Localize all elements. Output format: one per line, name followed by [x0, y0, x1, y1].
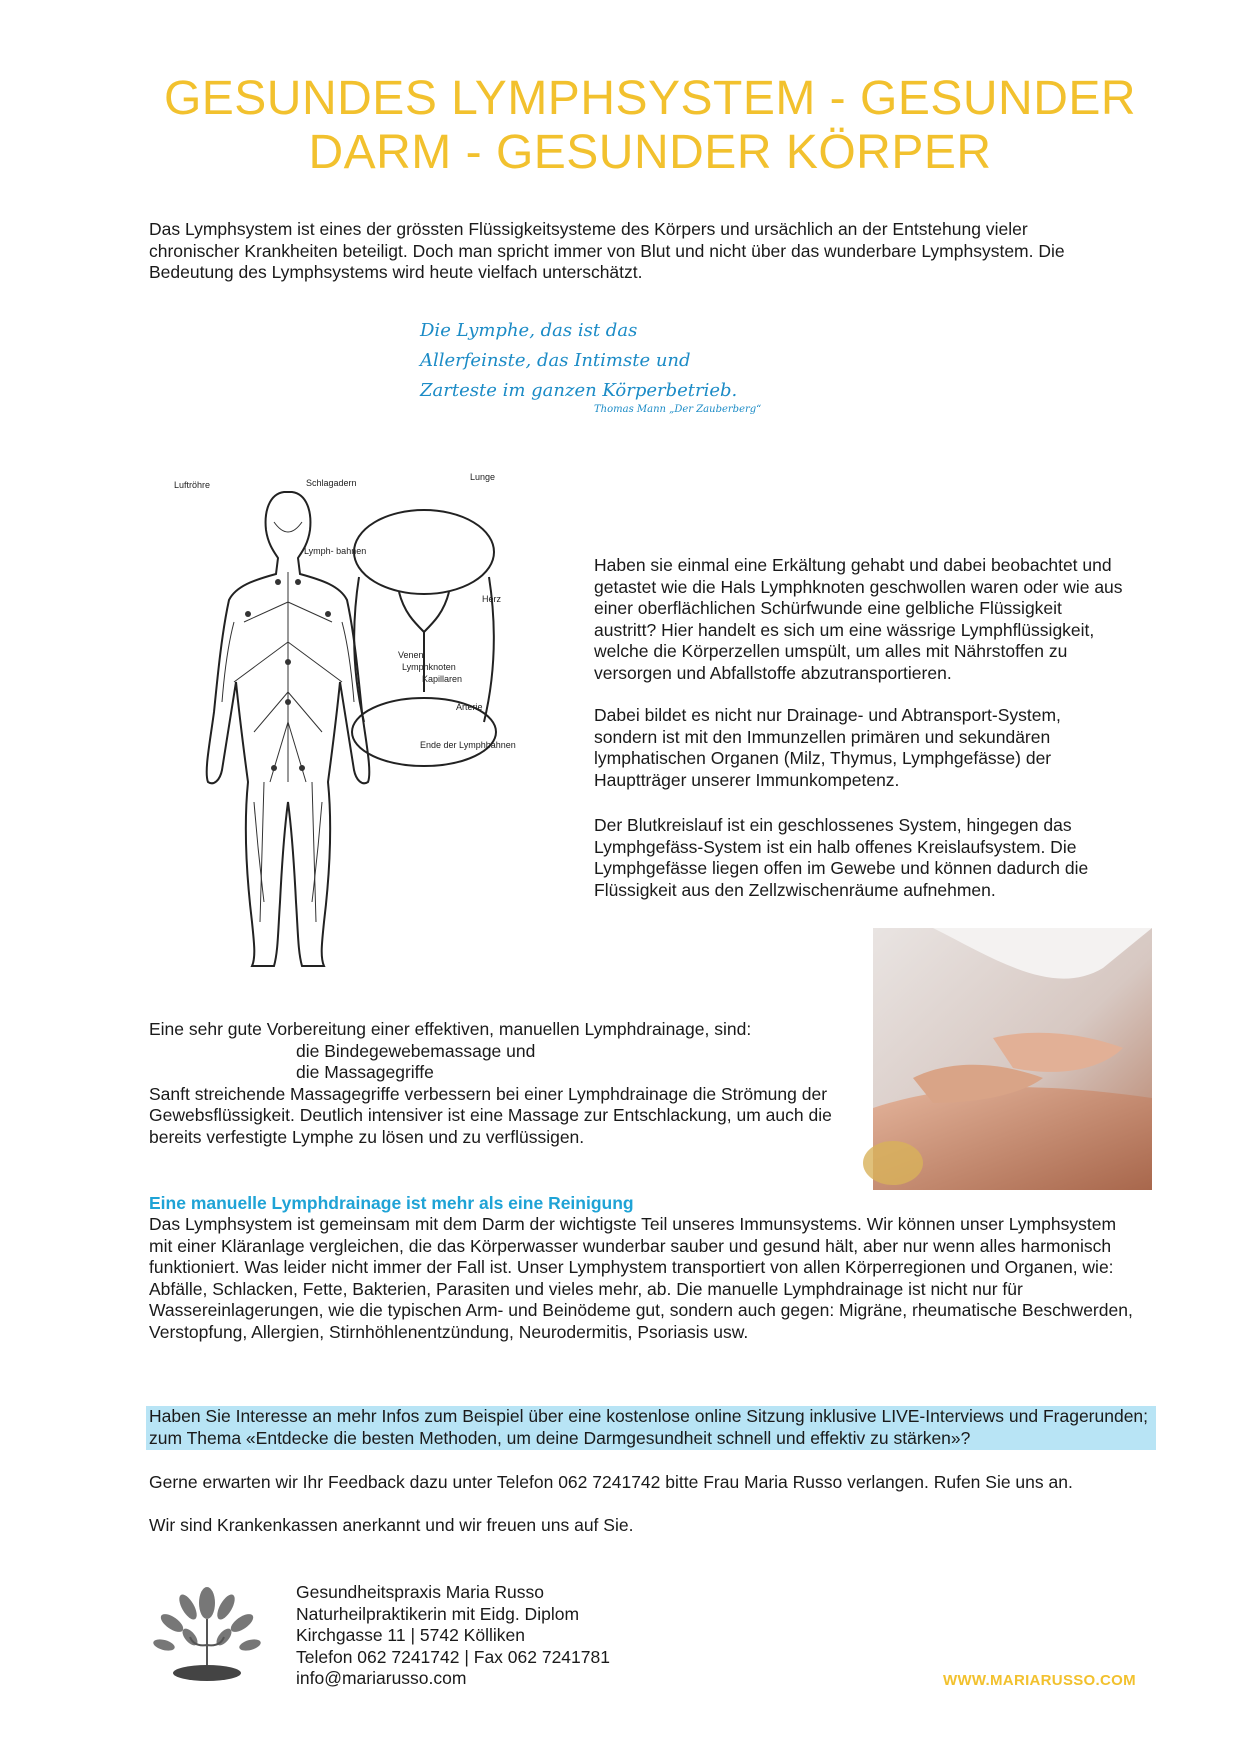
label-ende: Ende der Lymphbahnen — [420, 740, 516, 750]
right-paragraph-3: Der Blutkreislauf ist ein geschlossenes System, hingegen das Lymphgefäss-System ist ein halb offenes Kreislaufsystem. Die Lymphgefässe liegen offen im Gewebe und können dadurch die Flüssigkeit aus den Zellzwischenräume aufnehmen. — [594, 815, 1089, 900]
right-paragraph-2: Dabei bildet es nicht nur Drainage- und Abtransport-System, sondern ist mit den Immunzellen primären und sekundären lymphatischen Organen (Milz, Thymus, Lymphgefässe) der Hauptträger unserer Immunkompetenz. — [594, 705, 1061, 790]
title-line-1: GESUNDES LYMPHSYSTEM - GESUNDER — [163, 72, 1137, 125]
footer-email[interactable]: info@mariarusso.com — [296, 1668, 467, 1688]
footer-line-3: Kirchgasse 11 | 5742 Kölliken — [296, 1625, 525, 1645]
intro-paragraph: Das Lymphsystem ist eines der grössten Flüssigkeitsysteme des Körpers und ursächlich an der Entstehung vieler chronischer Krankheiten beteiligt. Doch man spricht immer von Blut und nicht über das wunderbare Lymphsystem. Die Bedeutung des Lymphsystems wird heute vielfach unterschätzt. — [149, 219, 1065, 282]
page-title — [150, 72, 1150, 180]
quote-block — [420, 316, 820, 406]
preparation-item-2: die Massagegriffe — [296, 1062, 434, 1082]
right-paragraph-1: Haben sie einmal eine Erkältung gehabt und dabei beobachtet und getastet wie die Hals Lymphknoten geschwollen waren oder wie aus einer oberflächlichen Schürfwunde eine gelbliche Flüssigkeit austritt? Hier handelt es sich um eine wässrige Lymphflüssigkeit, welche die Körperzellen umspült, um alles mit Nährstoffen zu versorgen und Abfallstoffe abzutransportieren. — [594, 555, 1123, 683]
section-heading: Eine manuelle Lymphdrainage ist mehr als eine Reinigung — [149, 1193, 634, 1213]
quote-line-3: Zarteste im ganzen Körperbetrieb. — [420, 380, 738, 401]
label-arterie: Arterie — [456, 702, 483, 712]
title-line-2: DARM - GESUNDER KÖRPER — [308, 126, 992, 179]
hair — [863, 1141, 923, 1185]
quote-line-1: Die Lymphe, das ist das — [420, 320, 638, 341]
label-kapillaren: Kapillaren — [422, 674, 463, 684]
practice-logo — [150, 1575, 265, 1685]
label-lunge: Lunge — [470, 472, 496, 482]
welcome-paragraph: Wir sind Krankenkassen anerkannt und wir freuen uns auf Sie. — [149, 1515, 634, 1535]
lymph-vessels — [222, 522, 354, 922]
label-schlagadern: Schlagadern — [306, 478, 357, 488]
preparation-item-1: die Bindegewebemassage und — [296, 1040, 536, 1061]
preparation-section — [149, 1019, 869, 1148]
quote-attribution: Thomas Mann „Der Zauberberg“ — [594, 404, 762, 415]
preparation-body: Sanft streichende Massagegriffe verbessern bei einer Lymphdrainage die Strömung der Gewebsflüssigkeit. Deutlich intensiver ist eine Massage zur Entschlackung, um auch die bereits verfestigte Lymphe zu lösen und zu verflüssigen. — [149, 1083, 832, 1147]
label-lymphbahnen: Lymph- bahnen — [304, 546, 367, 556]
footer-line-4: Telefon 062 7241742 | Fax 062 7241781 — [296, 1646, 610, 1667]
footer-line-1: Gesundheitspraxis Maria Russo — [296, 1582, 545, 1602]
circulation-inset — [352, 510, 496, 766]
label-luftroehre: Luftröhre — [174, 480, 211, 490]
lymph-system-diagram — [174, 472, 534, 972]
feedback-paragraph: Gerne erwarten wir Ihr Feedback dazu unter Telefon 062 7241742 bitte Frau Maria Russo verlangen. Rufen Sie uns an. — [149, 1472, 1073, 1492]
section-body: Das Lymphsystem ist gemeinsam mit dem Darm der wichtigste Teil unseres Immunsystems. Wir können unser Lymphsystem mit einer Kläranlage vergleichen, die das Körperwasser wunderbar sauber und gesund hält, aber nur wenn alles harmonisch funktioniert. Was leider nicht immer der Fall ist. Unser Lymphystem transportiert von allen Körperregionen und Organen, wie: Abfälle, Schlacken, Fette, Bakterien, Parasiten und vieles mehr, ab. Die manuelle Lymphdrainage ist nicht nur für Wassereinlagerungen, wie die typischen Arm- und Beinödeme gut, sondern auch gegen: Migräne, rheumatische Beschwerden, Verstopfung, Allergien, Stirnhöhlenentzündung, Neurodermitis, Psoriasis usw. — [149, 1214, 1133, 1342]
footer-line-2: Naturheilpraktikerin mit Eidg. Diplom — [296, 1603, 580, 1624]
preparation-lead: Eine sehr gute Vorbereitung einer effektiven, manuellen Lymphdrainage, sind: — [149, 1019, 752, 1039]
massage-photo — [873, 928, 1152, 1190]
website-link[interactable]: WWW.MARIARUSSO.COM — [943, 1672, 1136, 1689]
label-herz: Herz — [482, 594, 502, 604]
label-lymphknoten: Lymphknoten — [402, 662, 456, 672]
quote-line-2: Allerfeinste, das Intimste und — [420, 350, 691, 371]
footer-address — [296, 1582, 716, 1690]
highlight-text: Haben Sie Interesse an mehr Infos zum Beispiel über eine kostenlose online Sitzung inklusive LIVE-Interviews und Fragerunden; zum Thema «Entdecke die besten Methoden, um deine Darmgesundheit schnell und effektiv zu stärken»? — [149, 1406, 1149, 1448]
label-venen: Venen — [398, 650, 424, 660]
